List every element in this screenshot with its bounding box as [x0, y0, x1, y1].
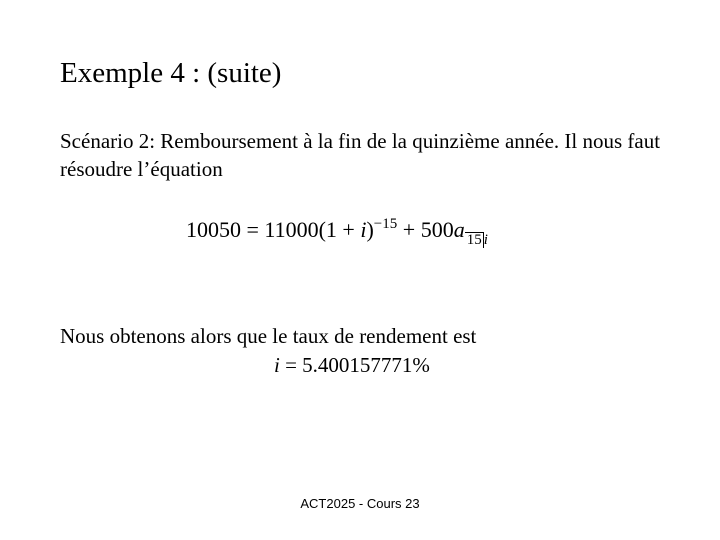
equation-annuity-subscript [465, 232, 488, 248]
slide-footer: ACT2025 - Cours 23 [300, 496, 420, 511]
slide-title: Exemple 4 : (suite) [60, 57, 282, 89]
equation-principal: 11000 [264, 217, 319, 242]
equation-equals: = [241, 217, 265, 242]
equation-annuity-term: 15 [466, 232, 482, 248]
equation-factor-open: (1 + [318, 217, 361, 242]
result-number: = 5.400157771% [279, 353, 430, 377]
equation [186, 215, 488, 248]
result-value [274, 351, 430, 379]
scenario-text: Scénario 2: Remboursement à la fin de la quinzième année. Il nous faut résoudre l’équation [60, 129, 661, 181]
equation-factor-close: ) [366, 217, 374, 242]
result-intro: Nous obtenons alors que le taux de rendement est [60, 324, 477, 348]
equation-payment: 500 [420, 217, 454, 242]
equation-lhs: 10050 [186, 217, 241, 242]
equation-annuity-symbol: a [453, 217, 465, 242]
equation-plus: + [397, 217, 421, 242]
result-variable: i [274, 353, 280, 377]
equation-var-i: i [360, 217, 367, 242]
equation-exponent: −15 [373, 216, 398, 232]
equation-annuity-rate: i [483, 232, 488, 248]
